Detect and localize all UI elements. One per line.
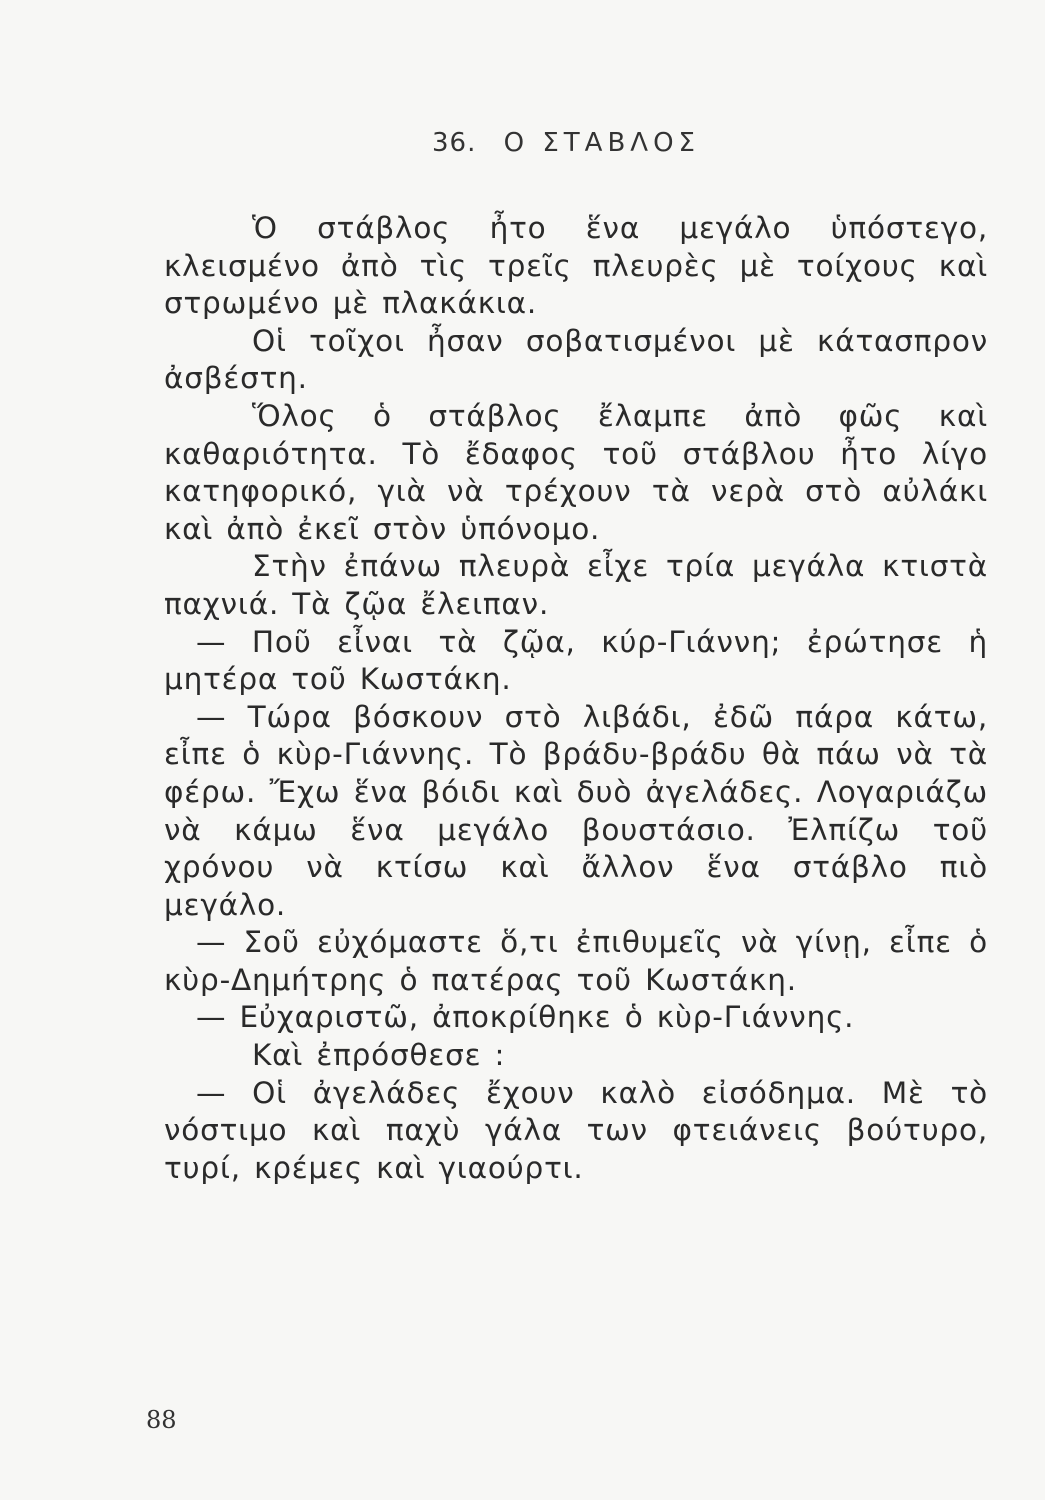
- paragraph: Στὴν ἐπάνω πλευρὰ εἶχε τρία μεγάλα κτιστὰ παχνιά. Τὰ ζῷα ἔλειπαν.: [164, 549, 988, 621]
- paragraph: Ὅλος ὁ στάβλος ἔλαμπε ἀπὸ φῶς καὶ καθαριότητα. Τὸ ἔδαφος τοῦ στάβλου ἦτο λίγο κατηφορικό, γιὰ νὰ τρέχουν τὰ νερὰ στὸ αὐλάκι καὶ ἀπὸ ἐκεῖ στὸν ὑπόνομο.: [164, 398, 988, 546]
- body-text: [164, 210, 988, 1187]
- chapter-title: Ο ΣΤΑΒΛΟΣ: [503, 128, 700, 158]
- paragraph: Καὶ ἐπρόσθεσε :: [252, 1038, 506, 1073]
- dialogue-line: — Σοῦ εὐχόμαστε ὅ,τι ἐπιθυμεῖς νὰ γίνῃ, εἶπε ὁ κὺρ-Δημήτρης ὁ πατέρας τοῦ Κωστάκη.: [164, 925, 988, 997]
- dialogue-line: — Οἱ ἀγελάδες ἔχουν καλὸ εἰσόδημα. Μὲ τὸ νόστιμο καὶ παχὺ γάλα των φτειάνεις βούτυρο, τυρί, κρέμες καὶ γιαούρτι.: [164, 1075, 988, 1185]
- paragraph: Οἱ τοῖχοι ἦσαν σοβατισμένοι μὲ κάτασπρον ἀσβέστη.: [164, 323, 988, 396]
- dialogue-line: — Τώρα βόσκουν στὸ λιβάδι, ἐδῶ πάρα κάτω, εἶπε ὁ κὺρ-Γιάννης. Τὸ βράδυ-βράδυ θὰ πάω νὰ τὰ φέρω. Ἔχω ἕνα βόιδι καὶ δυὸ ἀγελάδες. Λογαριάζω νὰ κάμω ἕνα μεγάλο βουστάσιο. Ἐλπίζω τοῦ χρόνου νὰ κτίσω καὶ ἄλλον ἕνα στάβλο πιὸ μεγάλο.: [164, 699, 988, 922]
- chapter-heading: [432, 128, 700, 158]
- paragraph: Ὁ στάβλος ἦτο ἕνα μεγάλο ὑπόστεγο, κλεισμένο ἀπὸ τὶς τρεῖς πλευρὲς μὲ τοίχους καὶ στρωμένο μὲ πλακάκια.: [164, 211, 988, 321]
- dialogue-line: — Ποῦ εἶναι τὰ ζῷα, κύρ-Γιάννη; ἐρώτησε ἡ μητέρα τοῦ Κωστάκη.: [164, 624, 988, 697]
- dialogue-line: — Εὐχαριστῶ, ἀποκρίθηκε ὁ κὺρ-Γιάννης.: [196, 1000, 855, 1035]
- page-number: 88: [146, 1406, 177, 1434]
- chapter-number: 36.: [432, 128, 477, 158]
